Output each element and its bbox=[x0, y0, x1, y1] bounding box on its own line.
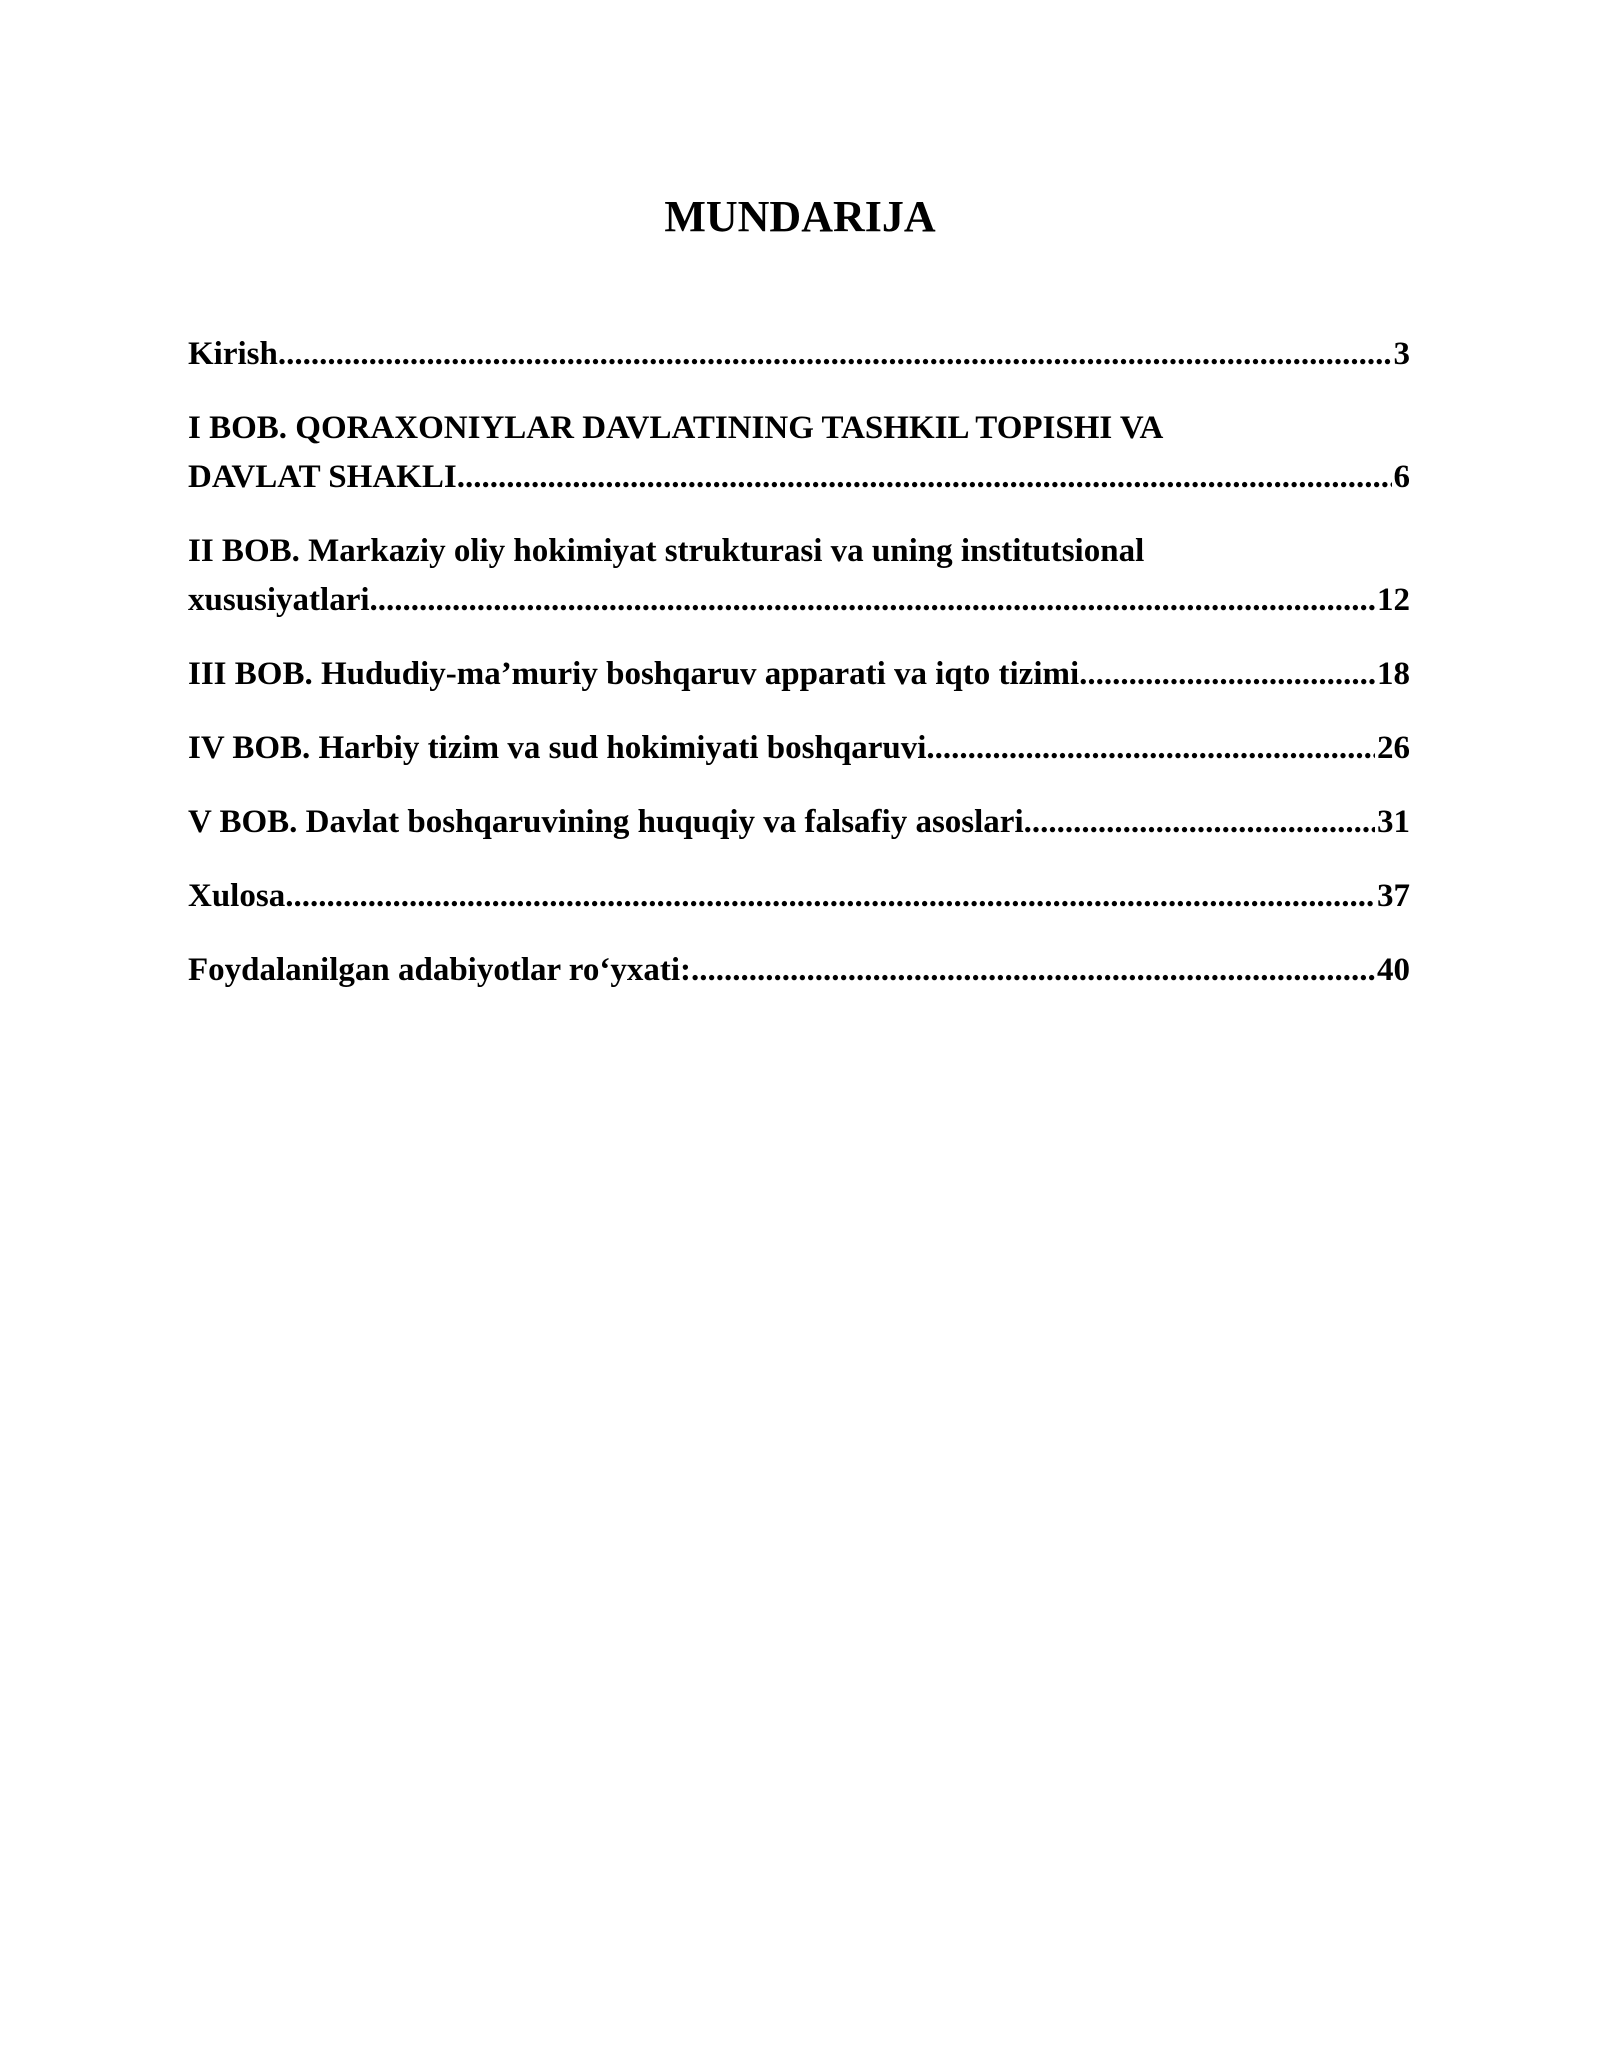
page-title: MUNDARIJA bbox=[664, 192, 936, 241]
toc-dot-leader bbox=[1024, 798, 1375, 847]
toc-entry-chapter-1[interactable] bbox=[188, 404, 1410, 502]
toc-entry-references[interactable] bbox=[188, 946, 1410, 995]
toc-page-number: 3 bbox=[1393, 336, 1410, 372]
toc-entry-chapter-2[interactable] bbox=[188, 527, 1410, 625]
toc-entry-xulosa[interactable] bbox=[188, 872, 1410, 921]
toc-page-number: 40 bbox=[1377, 952, 1410, 988]
toc-entry-title-line-2: xususiyatlari bbox=[188, 582, 370, 618]
table-of-contents bbox=[188, 330, 1410, 1020]
toc-entry-title: IV BOB. Harbiy tizim va sud hokimiyati boshqaruvi bbox=[188, 730, 927, 766]
toc-entry-title-line-1: II BOB. Markaziy oliy hokimiyat strukturasi va uning institutsional bbox=[188, 533, 1145, 569]
toc-entry-title-line-2: DAVLAT SHAKLI bbox=[188, 459, 457, 495]
toc-entry-title: III BOB. Hududiy-ma’muriy boshqaruv apparati va iqto tizimi bbox=[188, 656, 1080, 692]
toc-entry-title: Xulosa bbox=[188, 878, 286, 914]
toc-page-number: 31 bbox=[1377, 804, 1410, 840]
toc-dot-leader bbox=[285, 872, 1375, 921]
toc-entry-title-line-1: I BOB. QORAXONIYLAR DAVLATINING TASHKIL TOPISHI VA bbox=[188, 410, 1164, 446]
toc-dot-leader bbox=[457, 453, 1392, 502]
toc-entry-chapter-4[interactable] bbox=[188, 724, 1410, 773]
toc-entry-title: V BOB. Davlat boshqaruvining huquqiy va falsafiy asoslari bbox=[188, 804, 1024, 840]
toc-entry-chapter-3[interactable] bbox=[188, 650, 1410, 699]
toc-dot-leader bbox=[1079, 650, 1375, 699]
toc-page-number: 26 bbox=[1377, 730, 1410, 766]
toc-page-number: 18 bbox=[1377, 656, 1410, 692]
toc-dot-leader bbox=[370, 576, 1375, 625]
toc-entry-kirish[interactable] bbox=[188, 330, 1410, 379]
toc-dot-leader bbox=[691, 946, 1375, 995]
toc-page-number: 37 bbox=[1377, 878, 1410, 914]
toc-dot-leader bbox=[926, 724, 1375, 773]
toc-entry-chapter-5[interactable] bbox=[188, 798, 1410, 847]
toc-page-number: 6 bbox=[1393, 459, 1410, 495]
toc-entry-title: Foydalanilgan adabiyotlar ro‘yxati: bbox=[188, 952, 691, 988]
toc-page-number: 12 bbox=[1377, 582, 1410, 618]
toc-entry-title: Kirish bbox=[188, 336, 278, 372]
toc-dot-leader bbox=[278, 330, 1392, 379]
